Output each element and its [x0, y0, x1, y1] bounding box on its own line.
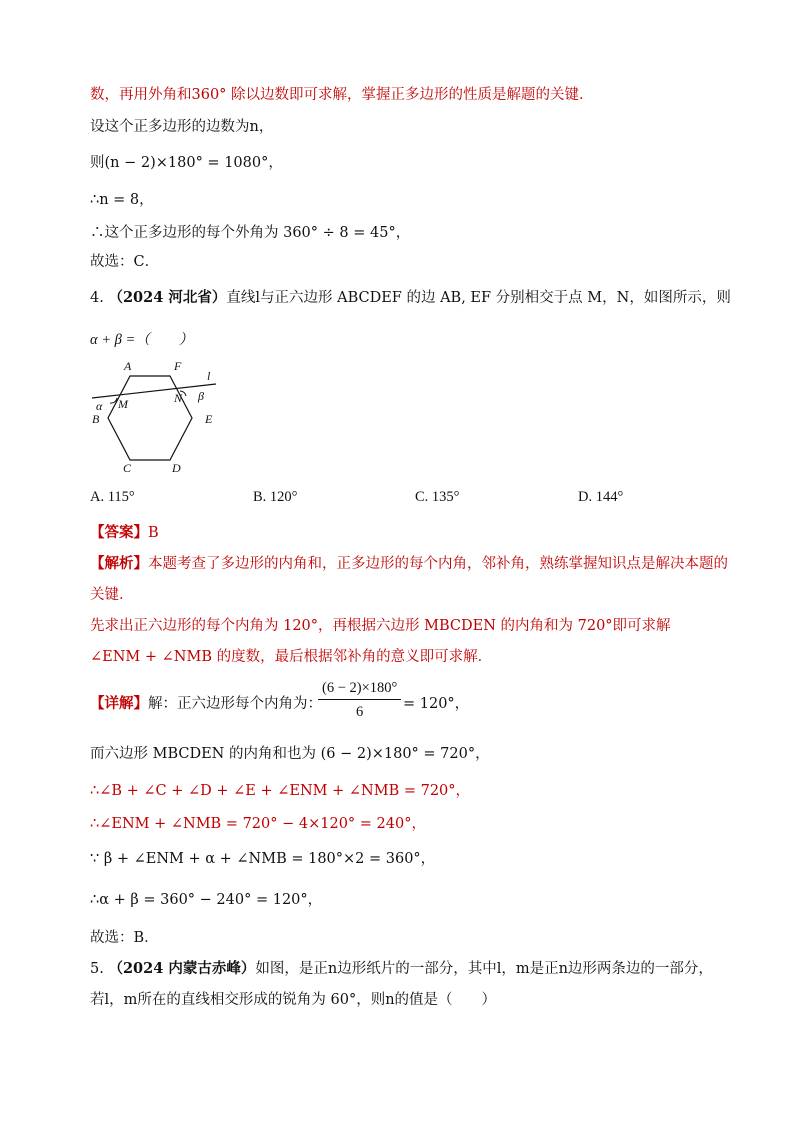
answer-value: B	[148, 525, 159, 541]
detail-line: 而六边形 MBCDEN 的内角和也为 (6 − 2)×180° = 720°，	[90, 746, 490, 762]
point-label-m: M	[118, 397, 128, 411]
analysis-text-line: 数，再用外角和360° 除以边数即可求解，掌握正多边形的性质是解题的关键．	[90, 87, 594, 103]
analysis-line: ∠ENM + ∠NMB 的度数，最后根据邻补角的意义即可求解．	[90, 649, 493, 665]
angle-label-alpha: α	[96, 399, 103, 413]
hexagon-figure	[88, 356, 220, 478]
option-c: C. 135°	[415, 489, 460, 505]
question-text: 直线l与正六边形 ABCDEF 的边 AB, EF 分别相交于点 M，N，如图所示，则	[226, 290, 731, 306]
question-source: （2024 河北省）	[108, 289, 227, 306]
point-label-n: N	[174, 391, 183, 405]
question-number: 4.	[90, 290, 104, 306]
analysis-line: 先求出正六边形的每个内角为 120°，再根据六边形 MBCDEN 的内角和为 720°即可求解	[90, 618, 671, 634]
vertex-label-f: F	[174, 359, 182, 373]
detail-line: ∵ β + ∠ENM + α + ∠NMB = 180°×2 = 360°，	[90, 851, 436, 867]
choice-line: 故选：B．	[90, 930, 159, 946]
analysis-tag: 【解析】	[90, 555, 148, 572]
detail-line: ∴α + β = 360° − 240° = 120°，	[90, 892, 323, 908]
fraction-numerator: (6 − 2)×180°	[318, 680, 401, 700]
question-number: 5.	[90, 961, 104, 977]
solution-line: 则(n − 2)×180° = 1080°，	[90, 155, 283, 171]
detail-intro: 解：正六边形每个内角为：	[148, 696, 322, 712]
question-5-stem	[90, 957, 713, 978]
solution-line: ∴n = 8，	[90, 192, 154, 208]
solution-line: 设这个正多边形的边数为n，	[90, 119, 274, 135]
analysis-line: 关键．	[90, 587, 134, 603]
answer-tag: 【答案】	[90, 524, 148, 541]
line-label-l: l	[207, 369, 211, 383]
vertex-label-c: C	[123, 461, 132, 475]
detail-line	[90, 692, 322, 713]
option-d: D. 144°	[578, 489, 624, 505]
question-4-stem	[90, 286, 731, 307]
detail-line: ∴∠ENM + ∠NMB = 720° − 4×120° = 240°，	[90, 816, 426, 832]
question-4-stem-cont: α + β =（ ）	[90, 332, 194, 348]
vertex-label-b: B	[92, 412, 100, 426]
vertex-label-a: A	[124, 359, 132, 373]
fraction	[318, 680, 401, 721]
detail-tag: 【详解】	[90, 695, 148, 712]
choice-line: 故选：C．	[90, 254, 160, 270]
question-source: （2024 内蒙古赤峰）	[108, 960, 256, 977]
angle-label-beta: β	[198, 389, 204, 403]
option-b: B. 120°	[253, 489, 298, 505]
question-text: 如图，是正n边形纸片的一部分，其中l，m是正n边形两条边的一部分，	[255, 961, 713, 977]
fraction-denominator: 6	[356, 704, 364, 720]
detail-line: ∴∠B + ∠C + ∠D + ∠E + ∠ENM + ∠NMB = 720°，	[90, 783, 471, 799]
analysis-text: 本题考查了多边形的内角和，正多边形的每个内角，邻补角，熟练掌握知识点是解决本题的	[148, 556, 728, 572]
answer-line	[90, 521, 159, 542]
question-5-stem-cont: 若l，m所在的直线相交形成的锐角为 60°，则n的值是（ ）	[90, 992, 497, 1008]
analysis-line	[90, 552, 728, 573]
solution-line: ∴这个正多边形的每个外角为 360° ÷ 8 = 45°，	[90, 225, 411, 241]
option-a: A. 115°	[90, 489, 135, 505]
vertex-label-e: E	[205, 412, 213, 426]
vertex-label-d: D	[172, 461, 181, 475]
fraction-result: = 120°，	[403, 696, 470, 712]
